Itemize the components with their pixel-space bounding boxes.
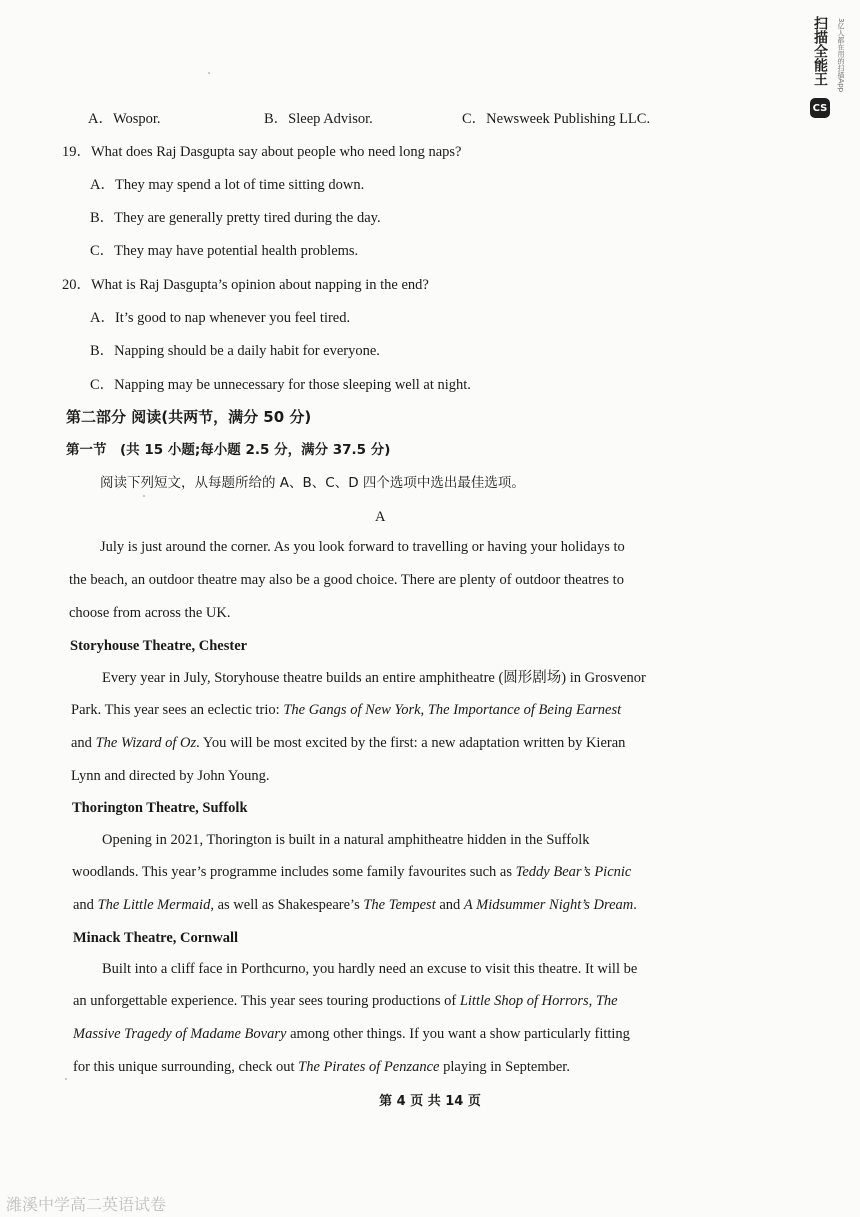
scanner-subtitle: 3亿人都在用的扫描App	[837, 18, 845, 93]
title-importance-of-being-earnest: The Importance of Being Earnest	[427, 702, 622, 718]
intro-line-2: the beach, an outdoor theatre may also be a good choice. There are plenty of outdoor theatres to	[69, 572, 624, 588]
minack-line-2	[73, 991, 618, 1011]
thorington-line-2-pre: woodlands. This year’s programme includes some family favourites such as	[72, 864, 516, 880]
thorington-line-3-post: .	[633, 897, 637, 913]
section1-title: 第一节 (共 15 小题;每小题 2.5 分，满分 37.5 分)	[66, 442, 391, 458]
title-the-tempest: The Tempest	[363, 897, 436, 913]
title-midsummer-nights-dream: A Midsummer Night’s Dream	[463, 897, 634, 913]
passage-letter: A	[375, 509, 386, 525]
minack-line-2-mid: ,	[588, 993, 596, 1009]
title-massive-tragedy-madame-bovary: Massive Tragedy of Madame Bovary	[73, 1026, 287, 1042]
q18-option-b: B．Sleep Advisor.	[264, 111, 373, 127]
storyhouse-line-4: Lynn and directed by John Young.	[71, 768, 270, 784]
thorington-line-2	[72, 862, 631, 882]
thorington-heading: Thorington Theatre, Suffolk	[72, 800, 248, 816]
title-gangs-of-new-york: The Gangs of New York,	[283, 702, 425, 718]
storyhouse-line-2	[71, 700, 621, 720]
q20-stem: 20．What is Raj Dasgupta’s opinion about napping in the end?	[62, 277, 429, 293]
reading-instruction: 阅读下列短文，从每题所给的 A、B、C、D 四个选项中选出最佳选项。	[100, 475, 525, 491]
storyhouse-line-3	[71, 733, 625, 753]
thorington-line-3-mid: , as well as Shakespeare’s	[210, 897, 364, 913]
title-teddy-bears-picnic: Teddy Bear’s Picnic	[515, 864, 632, 880]
q19-stem: 19．What does Raj Dasgupta say about people who need long naps?	[62, 144, 462, 160]
minack-heading: Minack Theatre, Cornwall	[73, 930, 239, 946]
minack-line-4-post: playing in September.	[439, 1059, 570, 1075]
q19-option-c: C．They may have potential health problems.	[90, 243, 359, 259]
storyhouse-heading: Storyhouse Theatre, Chester	[70, 638, 248, 654]
intro-line-3: choose from across the UK.	[69, 605, 231, 621]
thorington-line-3	[73, 895, 637, 915]
scan-speck	[143, 495, 145, 497]
title-wizard-of-oz: The Wizard of Oz	[95, 735, 197, 751]
title-the: The	[595, 993, 618, 1009]
storyhouse-line-3-pre: and	[71, 735, 96, 751]
page-number-footer: 第 4 页 共 14 页	[379, 1094, 481, 1109]
title-little-shop-of-horrors: Little Shop of Horrors	[459, 993, 589, 1009]
q18-option-c: C．Newsweek Publishing LLC.	[462, 111, 651, 127]
minack-line-4	[73, 1057, 570, 1077]
q19-option-a: A．They may spend a lot of time sitting down.	[90, 177, 365, 193]
q20-option-b: B．Napping should be a daily habit for everyone.	[90, 343, 380, 359]
part2-title: 第二部分 阅读(共两节，满分 50 分)	[66, 408, 312, 426]
school-watermark: 潍溪中学高二英语试卷	[6, 1195, 167, 1214]
q19-option-b: B．They are generally pretty tired during the day.	[90, 210, 381, 226]
scan-speck	[65, 1078, 67, 1080]
title-pirates-of-penzance: The Pirates of Penzance	[298, 1059, 440, 1075]
title-little-mermaid: The Little Mermaid	[97, 897, 211, 913]
minack-line-3-post: among other things. If you want a show particularly fitting	[286, 1026, 630, 1042]
camscanner-logo-icon: CS	[810, 98, 830, 118]
scanner-title: 扫描全能王	[812, 16, 828, 86]
minack-line-1: Built into a cliff face in Porthcurno, you hardly need an excuse to visit this theatre. It will be	[102, 961, 638, 977]
q20-option-a: A．It’s good to nap whenever you feel tired.	[90, 310, 351, 326]
minack-line-3	[73, 1024, 630, 1044]
storyhouse-line-1: Every year in July, Storyhouse theatre builds an entire amphitheatre (圆形剧场) in Grosvenor	[102, 670, 646, 686]
intro-line-1: July is just around the corner. As you look forward to travelling or having your holidays to	[100, 539, 625, 555]
storyhouse-line-3-post: . You will be most excited by the first: a new adaptation written by Kieran	[196, 735, 626, 751]
q18-option-a: A．Wospor.	[88, 111, 161, 127]
storyhouse-line-2-text: Park. This year sees an eclectic trio:	[71, 702, 284, 718]
thorington-line-3-pre: and	[73, 897, 98, 913]
minack-line-4-pre: for this unique surrounding, check out	[73, 1059, 299, 1075]
minack-line-2-pre: an unforgettable experience. This year sees touring productions of	[73, 993, 460, 1009]
scan-speck	[208, 72, 210, 74]
thorington-line-1: Opening in 2021, Thorington is built in a natural amphitheatre hidden in the Suffolk	[102, 832, 590, 848]
thorington-line-3-and: and	[435, 897, 464, 913]
scanner-badge	[810, 14, 850, 124]
q18-options	[88, 107, 688, 129]
q20-option-c: C．Napping may be unnecessary for those sleeping well at night.	[90, 377, 471, 393]
